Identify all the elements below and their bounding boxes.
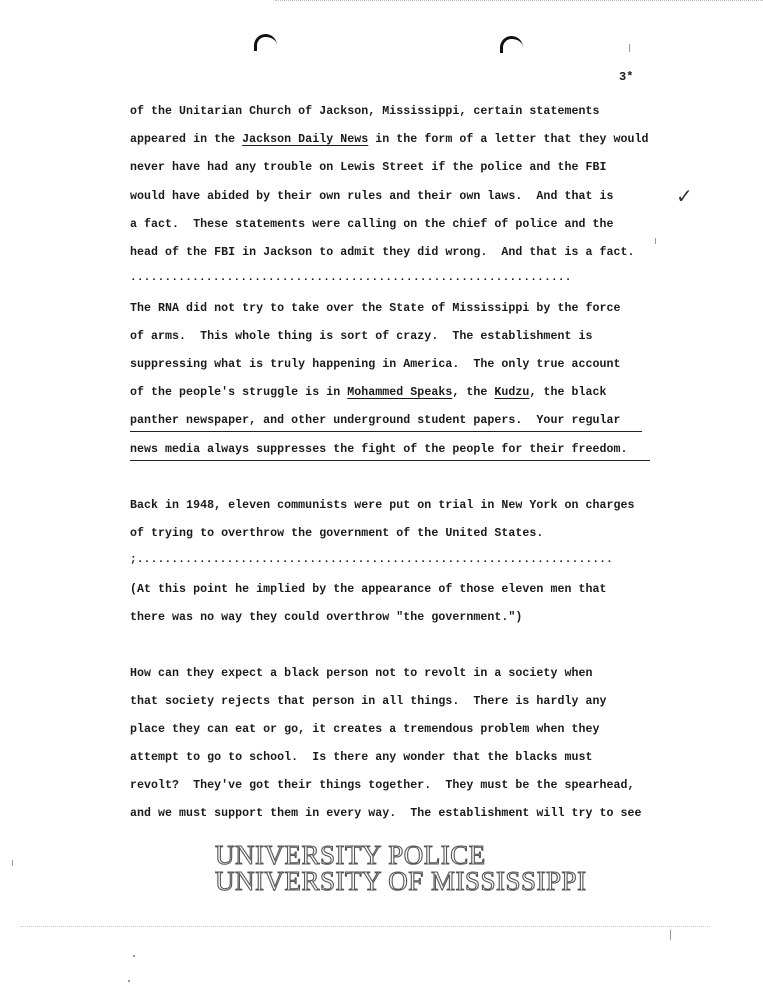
scan-noise (20, 926, 710, 927)
text-line: of trying to overthrow the government of the United States. (130, 527, 544, 540)
text-line: there was no way they could overthrow "the government.") (130, 611, 523, 624)
binder-hole-mark (254, 34, 277, 51)
text-line: How can they expect a black person not to revolt in a society when (130, 667, 593, 680)
underline-mark (130, 460, 650, 461)
scan-mark (133, 955, 135, 957)
underline-mark (130, 431, 642, 432)
text-line: of arms. This whole thing is sort of crazy. The establishment is (130, 330, 593, 343)
text-line: attempt to go to school. Is there any wonder that the blacks must (130, 751, 593, 764)
text-line: of the Unitarian Church of Jackson, Mississippi, certain statements (130, 105, 600, 118)
text-line: (At this point he implied by the appearance of those eleven men that (130, 583, 607, 596)
scan-mark (629, 44, 630, 52)
binder-hole-mark (500, 36, 523, 53)
text-line: place they can eat or go, it creates a tremendous problem when they (130, 723, 600, 736)
university-police-stamp: UNIVERSITY POLICE (215, 840, 486, 870)
publication-title: Jackson Daily News (242, 133, 369, 146)
scan-mark (128, 980, 130, 982)
scan-mark (12, 860, 13, 866)
text-line: suppressing what is truly happening in America. The only true account (130, 358, 621, 371)
text-line: news media always suppresses the fight of the people for their freedom. (130, 443, 628, 456)
text-line: Back in 1948, eleven communists were put on trial in New York on charges (130, 499, 635, 512)
text-line: never have had any trouble on Lewis Street if the police and the FBI (130, 161, 607, 174)
text-line: revolt? They've got their things together. They must be the spearhead, (130, 779, 635, 792)
page-top-edge (275, 0, 763, 1)
publication-title: Mohammed Speaks (347, 386, 453, 399)
text-line: that society rejects that person in all things. There is hardly any (130, 695, 607, 708)
text-line: of the people's struggle is in Mohammed Speaks, the Kudzu, the black (130, 386, 607, 399)
dotted-separator: ................................................................ (130, 272, 572, 284)
checkmark-annotation: ✓ (676, 184, 693, 208)
text-line: a fact. These statements were calling on the chief of police and the (130, 218, 614, 231)
university-police-stamp: UNIVERSITY OF MISSISSIPPI (215, 866, 587, 896)
scan-mark (670, 930, 671, 940)
text-line: panther newspaper, and other underground student papers. Your regular (130, 414, 621, 427)
text-line: head of the FBI in Jackson to admit they did wrong. And that is a fact. (130, 246, 635, 259)
text-line: appeared in the Jackson Daily News in the form of a letter that they would (130, 133, 649, 146)
publication-title: Kudzu (494, 386, 530, 399)
text-line: and we must support them in every way. The establishment will try to see (130, 807, 642, 820)
dotted-separator: ;..................................................................... (130, 554, 614, 566)
text-line: The RNA did not try to take over the State of Mississippi by the force (130, 302, 621, 315)
scan-mark (655, 238, 656, 244)
text-line: would have abided by their own rules and their own laws. And that is (130, 190, 614, 203)
page-number: 3* (619, 70, 634, 84)
